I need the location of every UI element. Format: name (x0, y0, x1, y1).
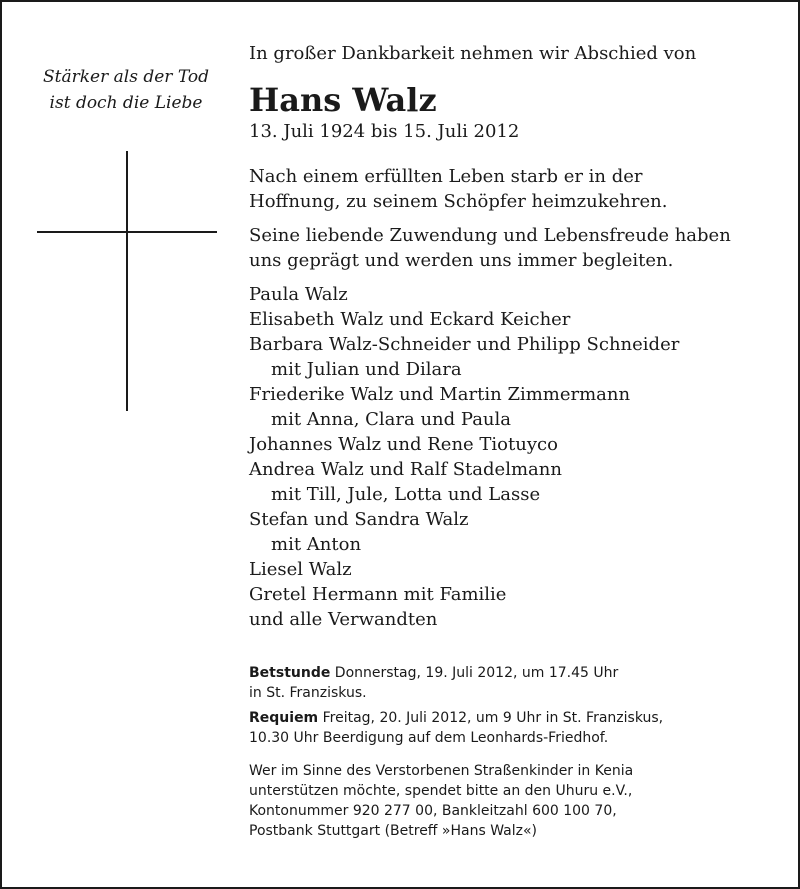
paragraph-farewell (249, 164, 779, 214)
paragraph-line: Seine liebende Zuwendung und Lebensfreude haben (249, 225, 731, 246)
cross-icon-beam (37, 231, 217, 233)
requiem-label: Requiem (249, 710, 319, 726)
cross-icon (126, 151, 128, 411)
mourner-item: mit Anton (271, 534, 362, 555)
paragraph-line: uns geprägt und werden uns immer begleiten. (249, 250, 674, 271)
requiem-details: Freitag, 20. Juli 2012, um 9 Uhr in St. Franziskus, (322, 710, 664, 726)
paragraph-line: Nach einem erfüllten Leben starb er in der (249, 166, 643, 187)
requiem-burial: 10.30 Uhr Beerdigung auf dem Leonhards-Friedhof. (249, 730, 609, 746)
intro-line: In großer Dankbarkeit nehmen wir Abschied von (249, 43, 697, 64)
mourner-item: und alle Verwandten (249, 609, 438, 630)
motto-line-2: ist doch die Liebe (49, 93, 203, 113)
paragraph-memory (249, 223, 779, 273)
donation-line: Postbank Stuttgart (Betreff »Hans Walz«) (249, 823, 537, 839)
donation-line: unterstützen möchte, spendet bitte an den Uhuru e.V., (249, 783, 633, 799)
mourner-item: Elisabeth Walz und Eckard Keicher (249, 309, 571, 330)
requiem-info (249, 708, 779, 748)
mourner-item: Paula Walz (249, 284, 348, 305)
betstunde-details: Donnerstag, 19. Juli 2012, um 17.45 Uhr (334, 665, 619, 681)
mourner-item: Gretel Hermann mit Familie (249, 584, 507, 605)
mourners-list (249, 282, 779, 632)
donation-info (249, 761, 779, 841)
motto (20, 64, 232, 116)
betstunde-info (249, 663, 779, 703)
mourner-item: Stefan und Sandra Walz (249, 509, 469, 530)
mourner-item: mit Julian und Dilara (271, 359, 462, 380)
mourner-item: mit Anna, Clara und Paula (271, 409, 512, 430)
betstunde-location: in St. Franziskus. (249, 685, 367, 701)
life-dates: 13. Juli 1924 bis 15. Juli 2012 (249, 121, 520, 142)
deceased-name: Hans Walz (249, 81, 437, 119)
mourner-item: mit Till, Jule, Lotta und Lasse (271, 484, 541, 505)
mourner-item: Liesel Walz (249, 559, 352, 580)
mourner-item: Andrea Walz und Ralf Stadelmann (249, 459, 562, 480)
motto-line-1: Stärker als der Tod (43, 67, 209, 87)
mourner-item: Johannes Walz und Rene Tiotuyco (249, 434, 558, 455)
mourner-item: Friederike Walz und Martin Zimmermann (249, 384, 631, 405)
donation-line: Kontonummer 920 277 00, Bankleitzahl 600 100 70, (249, 803, 617, 819)
paragraph-line: Hoffnung, zu seinem Schöpfer heimzukehren. (249, 191, 668, 212)
mourner-item: Barbara Walz-Schneider und Philipp Schneider (249, 334, 680, 355)
obituary-text (249, 40, 779, 841)
donation-line: Wer im Sinne des Verstorbenen Straßenkinder in Kenia (249, 763, 634, 779)
betstunde-label: Betstunde (249, 665, 331, 681)
